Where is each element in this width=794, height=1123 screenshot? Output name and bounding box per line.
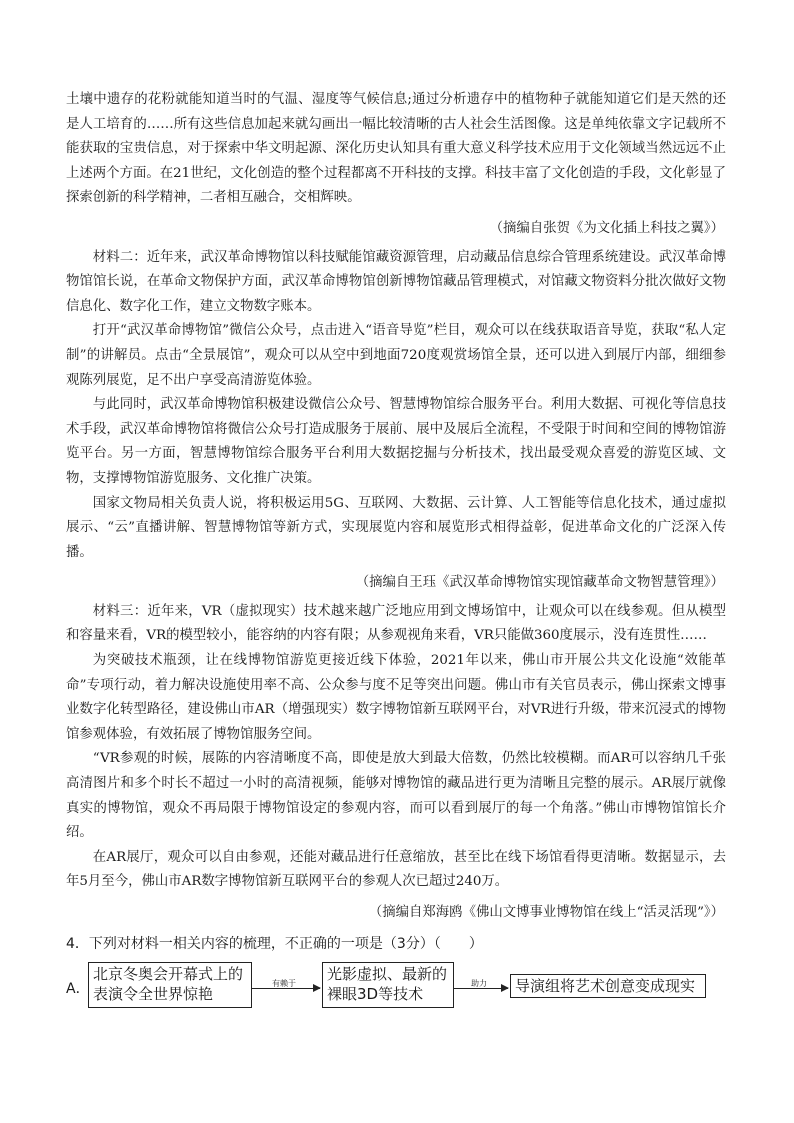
flow-box-1: 北京冬奥会开幕式上的表演令全世界惊艳 xyxy=(88,962,252,1008)
material3-paragraph: 在AR展厅，观众可以自由参观，还能对藏品进行任意缩放，甚至比在线下场馆看得更清晰。数据显示，去年5月至今，佛山市AR数字博物馆新互联网平台的参观人次已超过240万。 xyxy=(66,849,726,890)
material2-paragraph: 打开“武汉革命博物馆”微信公众号，点击进入“语音导览”栏目，观众可以在线获取语音导览，获取“私人定制”的讲解员。点击“全景展馆”，观众可以从空中到地面720度观赏场馆全景，还可以进入到展厅内部，细细参观陈列展览，足不出户享受高清游览体验。 xyxy=(66,323,726,388)
document-body xyxy=(66,88,726,1020)
flow-arrow-1-label: 有赖于 xyxy=(272,978,296,988)
material2-paragraph: 材料二：近年来，武汉革命博物馆以科技赋能馆藏资源管理，启动藏品信息综合管理系统建设。武汉革命博物馆馆长说，在革命文物保护方面，武汉革命博物馆创新博物馆藏品管理模式，对馆藏文物资料分批次做好文物信息化、数字化工作，建立文物数字账本。 xyxy=(66,249,726,314)
option-a-flowchart[interactable] xyxy=(66,960,726,1020)
paragraph-continued: 土壤中遗存的花粉就能知道当时的气温、湿度等气候信息;通过分析遗存中的植物种子就能知道它们是天然的还是人工培育的……所有这些信息加起来就勾画出一幅比较清晰的古人社会生活图像。这是单纯依靠文字记载所不能获取的宝贵信息，对于探索中华文明起源、深化历史认知具有重大意义科学技术应用于文化领域当然远远不止上述两个方面。在21世纪，文化创造的整个过程都离不开科技的支撑。科技丰富了文化创造的手段，文化彰显了探索创新的科学精神，二者相互融合，交相辉映。 xyxy=(66,92,726,206)
flow-box-2: 光影虚拟、最新的裸眼3D等技术 xyxy=(322,962,454,1008)
material3-paragraph: 材料三：近年来，VR（虚拟现实）技术越来越广泛地应用到文博场馆中，让观众可以在线参观。但从模型和容量来看，VR的模型较小，能容纳的内容有限；从参观视角来看，VR只能做360度展示，没有连贯性…… xyxy=(66,603,726,644)
material3-paragraph: “VR参观的时候，展陈的内容清晰度不高，即使是放大到最大倍数，仍然比较模糊。而AR可以容纳几千张高清图片和多个时长不超过一小时的高清视频，能够对博物馆的藏品进行更为清晰且完整的展示。AR展厅就像真实的博物馆，观众不再局限于博物馆设定的参观内容，而可以看到展厅的每一个角落。”佛山市博物馆馆长介绍。 xyxy=(66,751,726,841)
flow-arrow-2-label: 助力 xyxy=(471,978,487,988)
source-citation-1: （摘编自张贺《为文化插上科技之翼》） xyxy=(489,220,724,236)
source-citation-2: （摘编自王珏《武汉革命博物馆实现馆藏革命文物智慧管理》） xyxy=(355,575,724,591)
material3-paragraph: 为突破技术瓶颈，让在线博物馆游览更接近线下体验，2021年以来，佛山市开展公共文化设施“效能革命”专项行动，着力解决设施使用率不高、公众参与度不足等突出问题。佛山市有关官员表示，佛山探索文博事业数字化转型路径，建设佛山市AR（增强现实）数字博物馆新互联网平台，对VR进行升级，带来沉浸式的博物馆参观体验，有效拓展了博物馆服务空间。 xyxy=(66,653,726,742)
option-a-label: A． xyxy=(66,980,90,997)
flow-box-3: 导演组将艺术创意变成现实 xyxy=(510,974,706,998)
material2-paragraph: 与此同时，武汉革命博物馆积极建设微信公众号、智慧博物馆综合服务平台。利用大数据、可视化等信息技术手段，武汉革命博物馆将微信公众号打造成服务于展前、展中及展后全流程，不受限于时间和空间的博物馆游览平台。另一方面，智慧博物馆综合服务平台利用大数据挖掘与分析技术，找出最受观众喜爱的游览区域、文物，支撑博物馆游览服务、文化推广决策。 xyxy=(66,397,726,486)
source-citation-3: （摘编自郑海鸥《佛山文博事业博物馆在线上“活灵活现”》） xyxy=(368,905,724,920)
material2-paragraph: 国家文物局相关负责人说，将积极运用5G、互联网、大数据、云计算、人工智能等信息化技术，通过虚拟展示、“云”直播讲解、智慧博物馆等新方式，实现展览内容和展览形式相得益彰，促进革命文化的广泛深入传播。 xyxy=(66,495,726,560)
question-4: 4．下列对材料一相关内容的梳理，不正确的一项是（3分）（ ） xyxy=(66,935,483,952)
